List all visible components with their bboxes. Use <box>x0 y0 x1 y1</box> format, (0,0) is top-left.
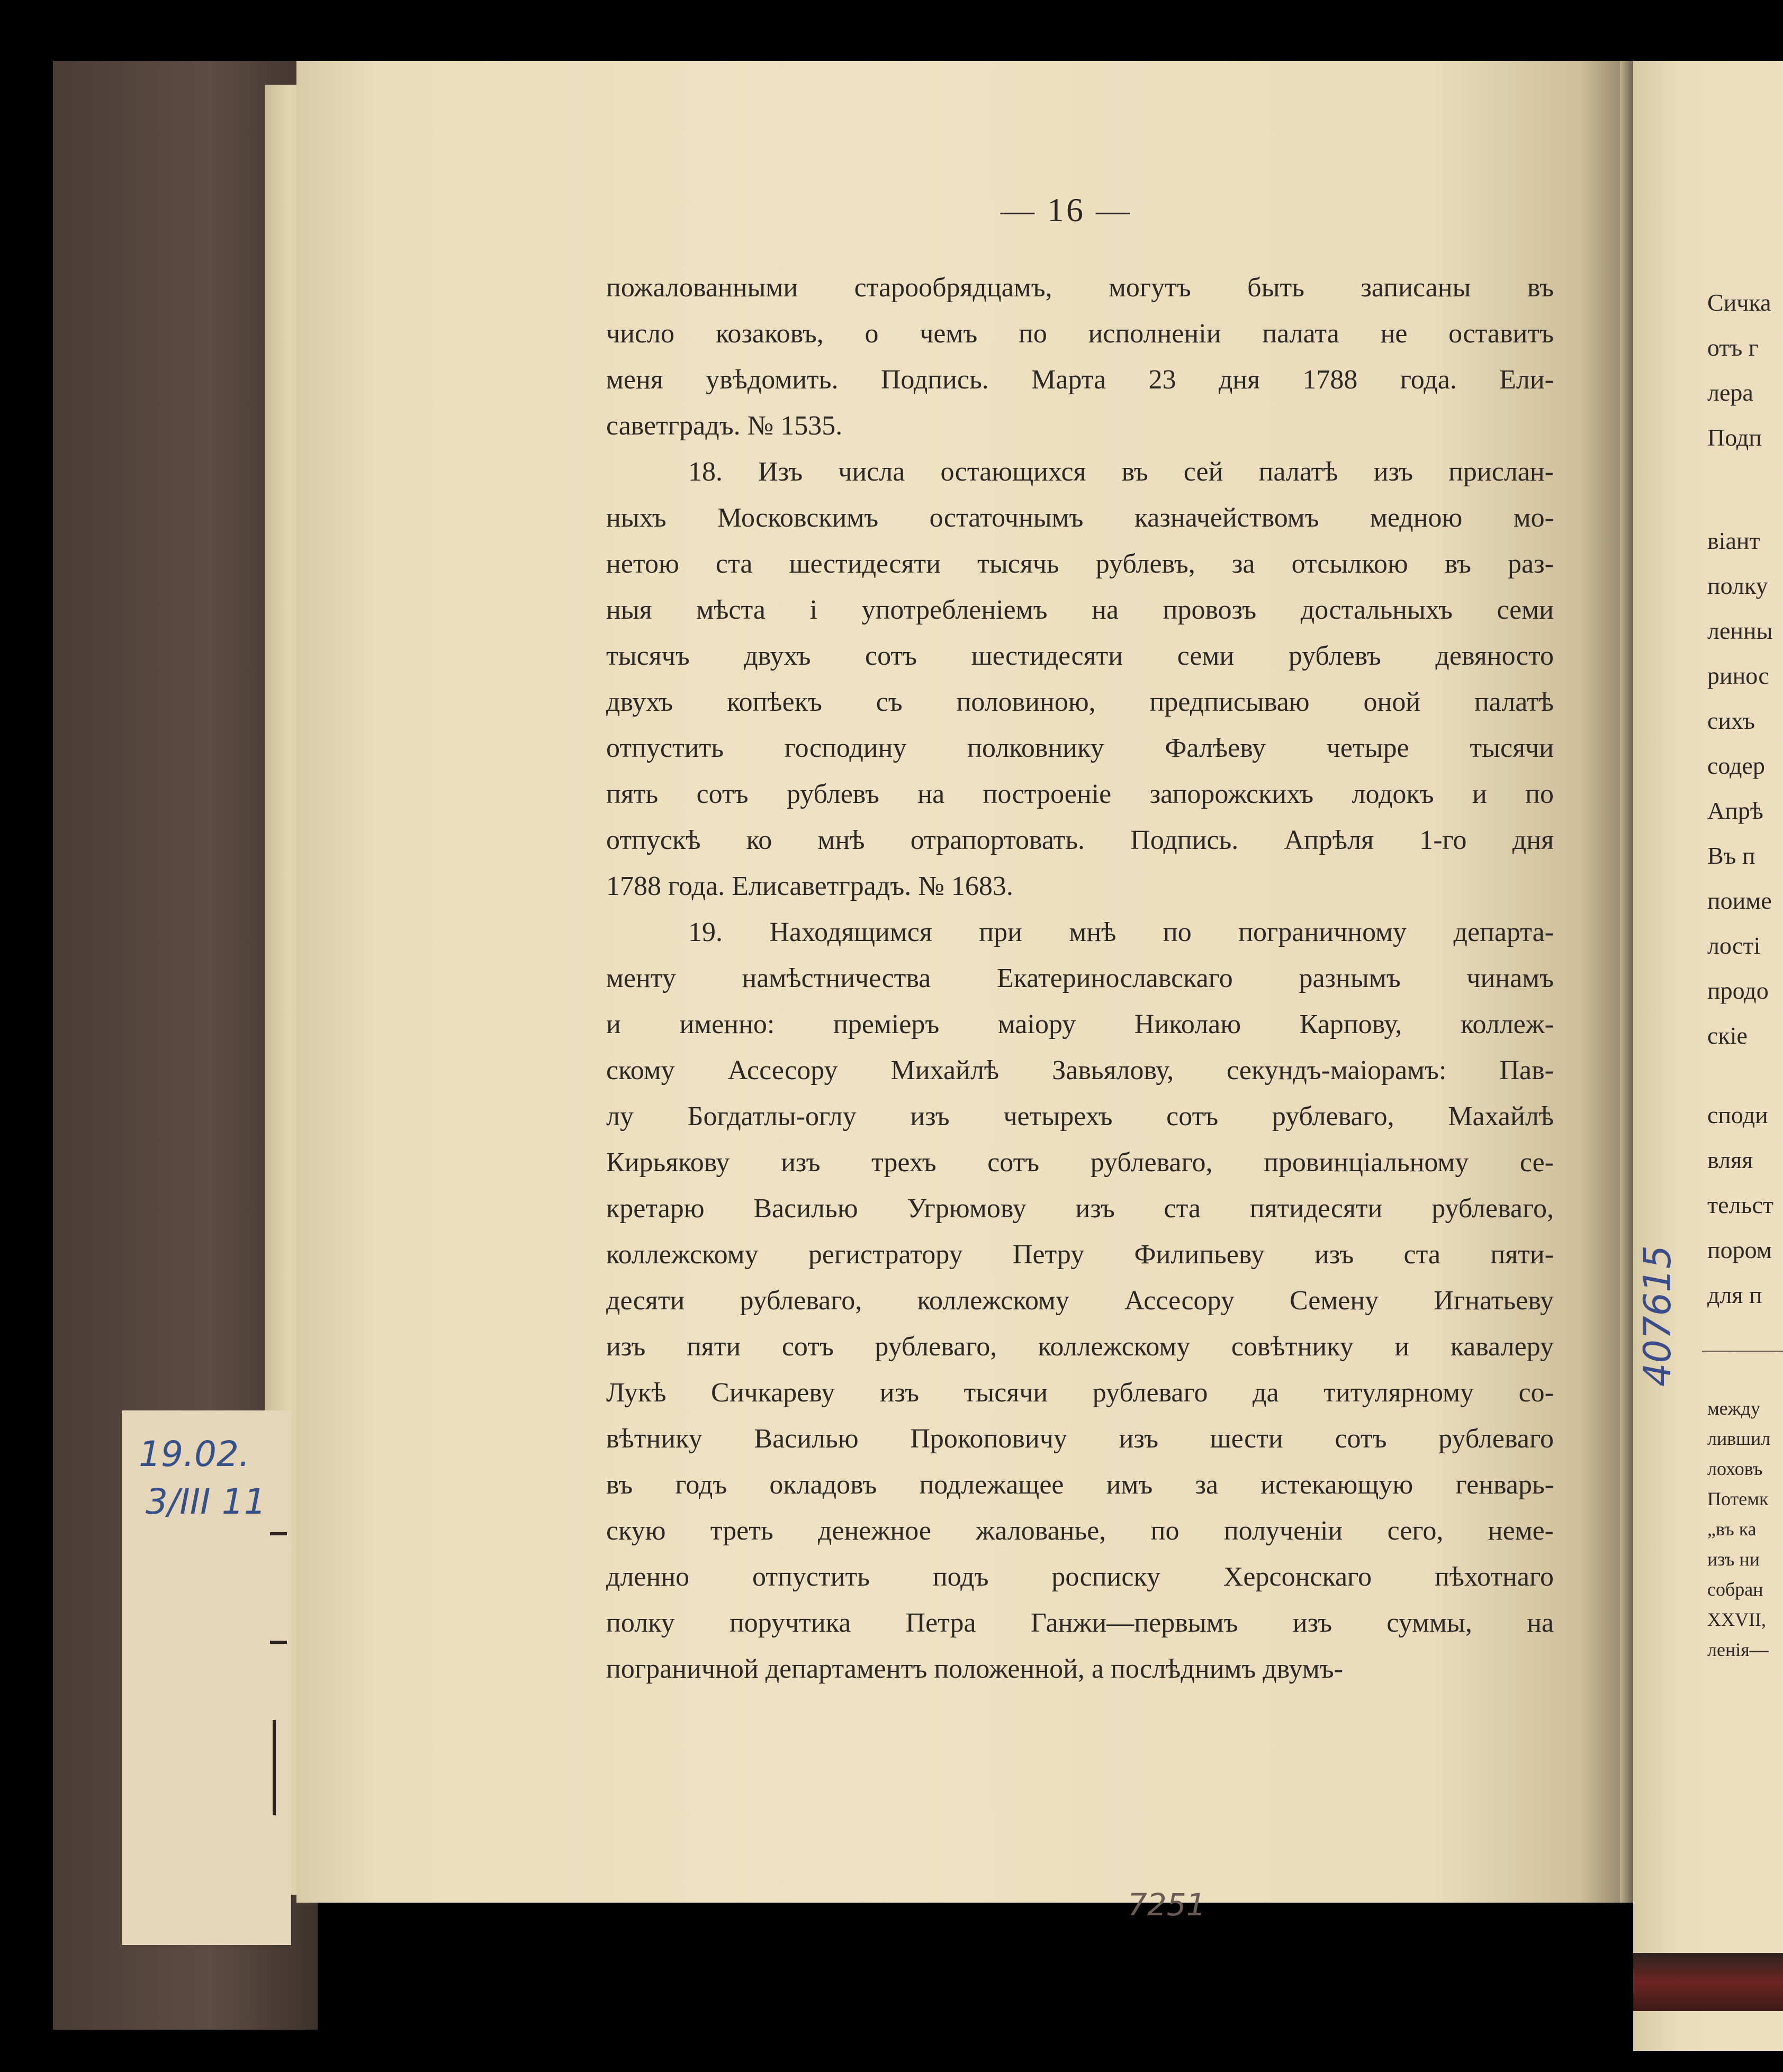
slip-stamp-mark <box>270 1641 287 1644</box>
fragment-line: лера <box>1707 379 1753 406</box>
fragment-line: Апрѣ <box>1707 797 1763 824</box>
fragment-line: тельст <box>1707 1191 1773 1218</box>
text-line: Лукѣ Сичкареву изъ тысячи рублеваго да титулярному со- <box>606 1378 1554 1408</box>
fragment-line: ленны <box>1707 617 1773 644</box>
footnote-rule <box>1702 1351 1783 1352</box>
text-line: саветградъ. № 1535. <box>606 411 843 441</box>
fragment-line: Подп <box>1707 424 1762 451</box>
fragment-line: Сичка <box>1707 289 1771 316</box>
fragment-line: Въ п <box>1707 842 1755 869</box>
text-line: пограничной департаментъ положенной, а послѣднимъ двумъ- <box>606 1654 1343 1684</box>
facing-page-cover-edge <box>1633 1953 1783 2011</box>
footnote-line: ленiя— <box>1707 1639 1769 1660</box>
text-line: десяти рублеваго, коллежскому Ассесору Семену Игнатьеву <box>606 1286 1554 1316</box>
text-line: ныя мѣста i употребленiемъ на провозъ достальныхъ семи <box>606 595 1554 625</box>
fragment-line: споди <box>1707 1101 1768 1128</box>
fragment-line: полку <box>1707 572 1768 599</box>
footnote-line: „въ ка <box>1707 1518 1757 1540</box>
fragment-line: ринос <box>1707 662 1769 689</box>
fragment-line: сихъ <box>1707 707 1755 734</box>
facing-page-footnote <box>1707 1397 1783 1669</box>
paragraph-18 <box>606 449 1554 909</box>
text-line: скую треть денежное жалованье, по полученiи сего, неме- <box>606 1516 1554 1546</box>
text-line: двухъ копѣекъ съ половиною, предписываю оной палатѣ <box>606 687 1554 717</box>
text-line: дленно отпустить подъ росписку Херсонскаго пѣхотнаго <box>606 1562 1554 1592</box>
paragraph-17-continuation <box>606 265 1554 449</box>
text-line: пожалованными старообрядцамъ, могутъ быть записаны въ <box>606 273 1554 303</box>
text-line: отпускѣ ко мнѣ отрапортовать. Подпись. Апрѣля 1-го дня <box>606 825 1554 855</box>
footnote-line: лоховъ <box>1707 1458 1763 1479</box>
text-line: отпустить господину полковнику Фалѣеву четыре тысячи <box>606 733 1554 763</box>
text-line: 19. Находящимся при мнѣ по пограничному департа- <box>688 917 1554 947</box>
fragment-line: вiант <box>1707 527 1760 554</box>
text-line: ныхъ Московскимъ остаточнымъ казначействомъ медною мо- <box>606 503 1554 533</box>
slip-date-line-2: 3/III 11 <box>146 1481 266 1522</box>
facing-page-block-1 <box>1707 288 1783 468</box>
fragment-line: пором <box>1707 1236 1772 1263</box>
footnote-line: между <box>1707 1398 1760 1419</box>
fragment-line: для п <box>1707 1281 1762 1308</box>
slip-stamp-mark <box>270 1532 287 1535</box>
text-line: кретарю Василью Угрюмову изъ ста пятидесяти рублеваго, <box>606 1193 1554 1224</box>
handwritten-bottom-mark: 7251 <box>1128 1887 1206 1923</box>
fragment-line: поиме <box>1707 887 1772 914</box>
text-line: менту намѣстничества Екатеринославскаго разнымъ чинамъ <box>606 963 1554 993</box>
text-line: вѣтнику Василью Прокоповичу изъ шести сотъ рублеваго <box>606 1424 1554 1454</box>
facing-page-block-2 <box>1707 527 1783 1066</box>
slip-date-line-1: 19.02. <box>139 1434 250 1474</box>
text-line: пять сотъ рублевъ на построенiе запорожскихъ лодокъ и по <box>606 779 1554 809</box>
text-line: 18. Изъ числа остающихся въ сей палатѣ изъ прислан- <box>688 457 1554 487</box>
text-line: число козаковъ, о чемъ по исполненiи палата не оставитъ <box>606 319 1554 349</box>
text-line: въ годъ окладовъ подлежащее имъ за истекающую генварь- <box>606 1470 1554 1500</box>
slip-stamp-mark <box>273 1720 276 1815</box>
fragment-line: скiе <box>1707 1022 1748 1049</box>
text-line: коллежскому регистратору Петру Филипьеву изъ ста пяти- <box>606 1239 1554 1270</box>
text-line: меня увѣдомить. Подпись. Марта 23 дня 1788 года. Ели- <box>606 365 1554 395</box>
text-line: полку поручтика Петра Ганжи—первымъ изъ суммы, на <box>606 1608 1554 1638</box>
fragment-line: вляя <box>1707 1146 1753 1173</box>
paragraph-19 <box>606 909 1554 1692</box>
text-line: нетою ста шестидесяти тысячь рублевъ, за отсылкою въ раз- <box>606 549 1554 579</box>
footnote-line: Потемк <box>1707 1488 1769 1509</box>
text-line: скому Ассесору Михайлѣ Завьялову, секундъ-маiорамъ: Пав- <box>606 1055 1554 1085</box>
page-number: — 16 — <box>1001 191 1132 229</box>
footnote-line: собран <box>1707 1579 1763 1600</box>
fragment-line: содер <box>1707 752 1765 779</box>
page-body-text <box>606 265 1554 1692</box>
text-line: тысячъ двухъ сотъ шестидесяти семи рублевъ девяносто <box>606 641 1554 671</box>
text-line: Кирьякову изъ трехъ сотъ рублеваго, провинцiальному се- <box>606 1147 1554 1178</box>
fragment-line: продо <box>1707 977 1769 1004</box>
footnote-line: изъ ни <box>1707 1549 1760 1570</box>
fragment-line: отъ г <box>1707 334 1759 361</box>
text-line: 1788 года. Елисаветградъ. № 1683. <box>606 871 1013 901</box>
facing-page-block-3 <box>1707 1101 1783 1326</box>
footnote-line: XXVII, <box>1707 1609 1766 1630</box>
footnote-line: лившил <box>1707 1428 1771 1449</box>
text-line: изъ пяти сотъ рублеваго, коллежскому совѣтнику и кавалеру <box>606 1332 1554 1362</box>
text-line: лу Богдатлы-оглу изъ четырехъ сотъ рублеваго, Махайлѣ <box>606 1101 1554 1132</box>
fragment-line: лостi <box>1707 932 1761 959</box>
text-line: и именно: премiеръ маiору Николаю Карпову, коллеж- <box>606 1009 1554 1039</box>
inventory-number-handwritten: 407615 <box>1636 1245 1679 1387</box>
